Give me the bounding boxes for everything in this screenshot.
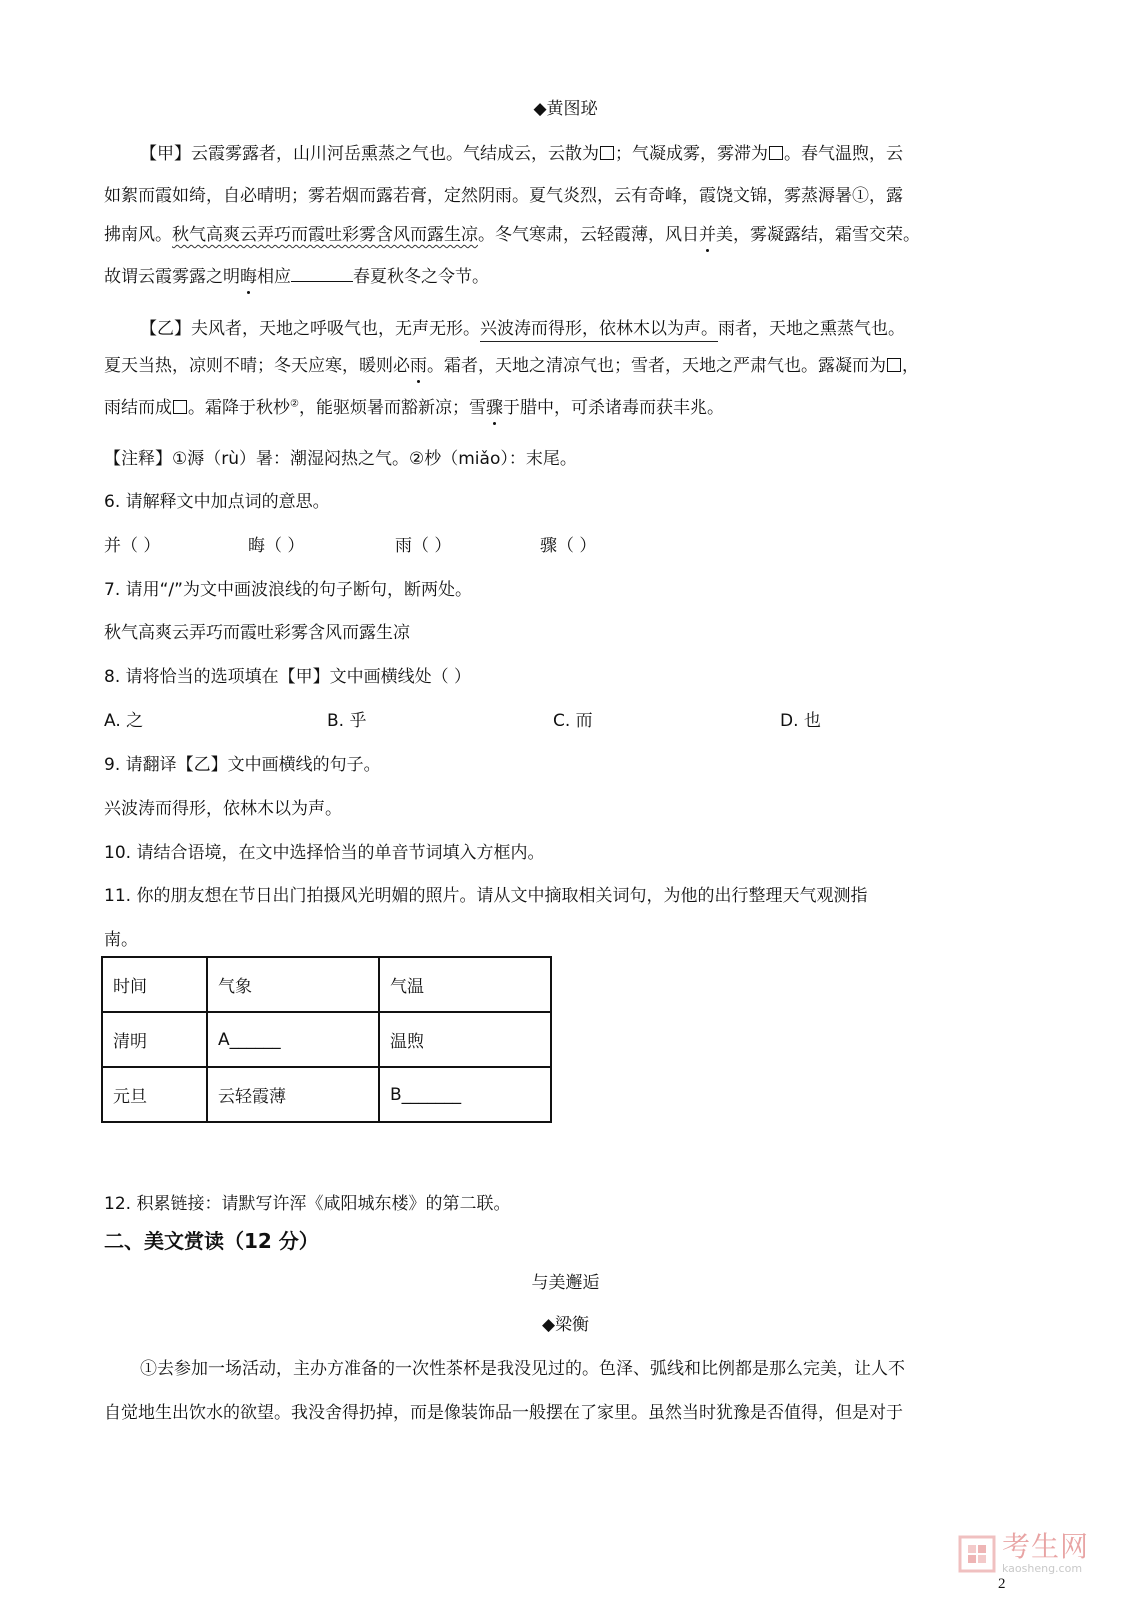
jia-line-1: 【甲】云霞雾露者，山川河岳熏蒸之气也。气结成云，云散为 ；气凝成雾，雾滞为 。春气温煦，云 — [140, 144, 903, 164]
dotted-word-yu: 雨 — [410, 356, 427, 376]
section-heading: 二、美文赏读（12 分） — [104, 1229, 319, 1253]
q9-sentence: 兴波涛而得形，依林木以为声。 — [104, 799, 342, 819]
question-7: 7. 请用“/”为文中画波浪线的句子断句，断两处。 — [104, 580, 472, 600]
table-row — [102, 1012, 551, 1067]
essay-para-line-1: ①去参加一场活动，主办方准备的一次性茶杯是我没见过的。色泽、弧线和比例都是那么完美，让人不 — [140, 1359, 905, 1379]
question-10: 10. 请结合语境，在文中选择恰当的单音节词填入方框内。 — [104, 843, 545, 863]
passage-author: ◆黄图珌 — [533, 99, 598, 119]
dotted-word-hui: 晦 — [240, 267, 257, 287]
jia-line-3: 拂南风。秋气高爽云弄巧而霞吐彩雾含风而露生凉。冬气寒肃，云轻霞薄，风日并美，雾凝露结，霜雪交荣。 — [104, 225, 920, 245]
q6-item-hui: 晦（ ） — [248, 536, 305, 556]
watermark-url: kaosheng.com — [1001, 1562, 1083, 1575]
wavy-underlined-sentence: 秋气高爽云弄巧而霞吐彩雾含风而露生凉 — [172, 225, 478, 245]
yi-line-2: 夏天当热，凉则不晴；冬天应寒，暖则必雨。霜者，天地之清凉气也；雪者，天地之严肃气也。露凝而为 ， — [104, 356, 919, 376]
yi-line-1: 【乙】夫风者，天地之呼吸气也，无声无形。兴波涛而得形，依林木以为声。雨者，天地之熏蒸气也。 — [140, 314, 905, 339]
table-row — [102, 1067, 551, 1122]
table-cell: 元旦 — [102, 1067, 207, 1122]
q8-option-d: D. 也 — [780, 711, 821, 731]
essay-title: 与美邂逅 — [531, 1273, 600, 1293]
q8-option-a: A. 之 — [104, 711, 144, 731]
question-9: 9. 请翻译【乙】文中画横线的句子。 — [104, 755, 381, 775]
answer-box — [769, 146, 783, 160]
dotted-word-zhou: 骤 — [485, 398, 503, 418]
q6-item-yu: 雨（ ） — [395, 536, 452, 556]
table-cell: 云轻霞薄 — [207, 1067, 379, 1122]
fill-blank — [291, 267, 353, 282]
kaosheng-logo-icon — [958, 1535, 996, 1573]
question-11-line1: 11. 你的朋友想在节日出门拍摄风光明媚的照片。请从文中摘取相关词句，为他的出行整理天气观测指 — [104, 886, 868, 906]
jia-line-4: 故谓云霞雾露之明晦相应 春夏秋冬之令节。 — [104, 267, 489, 287]
question-6: 6. 请解释文中加点词的意思。 — [104, 492, 330, 512]
table-cell-blank-b: B_______ — [379, 1067, 551, 1122]
watermark-text: 考生网 — [1001, 1530, 1089, 1563]
q7-sentence: 秋气高爽云弄巧而霞吐彩雾含风而露生凉 — [104, 623, 410, 643]
weather-table — [101, 956, 552, 1123]
watermark — [958, 1532, 1089, 1575]
table-header-row — [102, 957, 551, 1012]
answer-box — [600, 146, 614, 160]
table-header: 气象 — [207, 957, 379, 1012]
underlined-sentence: 兴波涛而得形，依林木以为声。 — [480, 319, 718, 342]
table-cell-blank-a: A______ — [207, 1012, 379, 1067]
table-header: 气温 — [379, 957, 551, 1012]
answer-box — [887, 358, 901, 372]
annotation-note: 【注释】①溽（rù）暑：潮湿闷热之气。②杪（miǎo）：末尾。 — [104, 449, 577, 469]
jia-line-2: 如絮而霞如绮，自必晴明；雾若烟而露若膏，定然阴雨。夏气炎烈，云有奇峰，霞饶文锦，雾蒸溽暑①，露 — [104, 186, 903, 206]
dotted-word-bing: 并 — [699, 225, 716, 245]
q8-option-c: C. 而 — [553, 711, 593, 731]
yi-line-3: 雨结而成 。霜降于秋杪②，能驱烦暑而豁新凉；雪骤于腊中，可杀诸毒而获丰兆。 — [104, 398, 724, 418]
essay-para-line-2: 自觉地生出饮水的欲望。我没舍得扔掉，而是像装饰品一般摆在了家里。虽然当时犹豫是否值得，但是对于 — [104, 1403, 903, 1423]
question-8: 8. 请将恰当的选项填在【甲】文中画横线处（ ） — [104, 667, 472, 687]
table-cell: 清明 — [102, 1012, 207, 1067]
essay-author: ◆梁衡 — [541, 1315, 590, 1335]
page-number: 2 — [998, 1576, 1006, 1592]
q8-option-b: B. 乎 — [327, 711, 367, 731]
table-header: 时间 — [102, 957, 207, 1012]
q6-item-zhou: 骤（ ） — [540, 536, 597, 556]
q6-item-bing: 并（ ） — [104, 536, 161, 556]
question-11-line2: 南。 — [104, 930, 138, 950]
question-12: 12. 积累链接：请默写许浑《咸阳城东楼》的第二联。 — [104, 1194, 511, 1214]
answer-box — [173, 400, 187, 414]
table-cell: 温煦 — [379, 1012, 551, 1067]
